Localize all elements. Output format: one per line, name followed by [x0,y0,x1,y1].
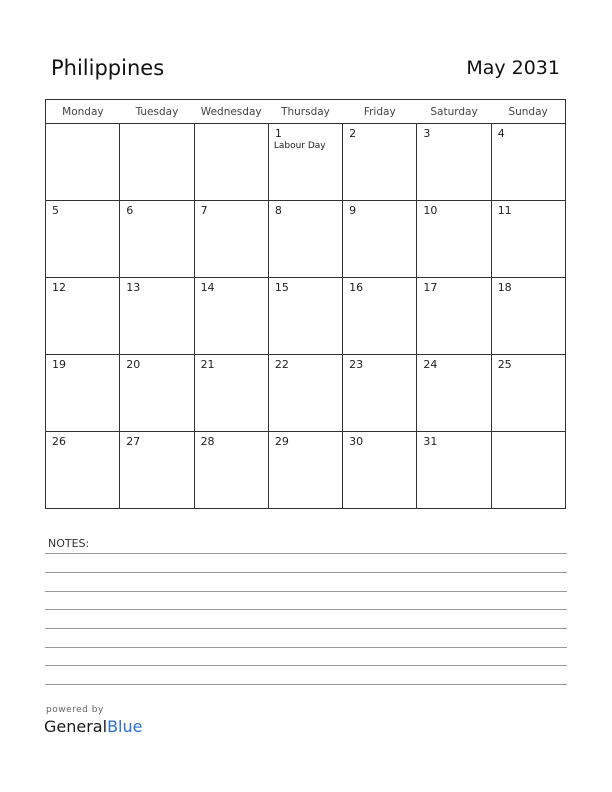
day-cell [46,432,120,509]
week-row [46,124,566,201]
notes-label: NOTES: [48,537,90,550]
calendar-grid [45,99,566,509]
day-cell [194,124,268,201]
day-number: 26 [52,435,66,448]
generalblue-logo [44,717,142,736]
week-row [46,278,566,355]
day-number: 19 [52,358,66,371]
day-cell [417,201,491,278]
day-number: 27 [126,435,141,448]
day-number: 4 [497,127,505,140]
day-cell [343,355,417,432]
day-number: 29 [274,435,289,448]
day-cell [491,124,565,201]
brand-blue-text: Blue [107,717,143,736]
weekday-header: Wednesday [194,100,268,124]
note-line [45,609,567,610]
day-number [195,124,268,127]
day-number: 24 [423,358,438,371]
country-title: Philippines [51,56,165,80]
day-cell [343,201,417,278]
weekday-header: Sunday [491,100,565,124]
day-number: 9 [349,204,357,217]
day-cell [417,124,491,201]
day-number: 3 [423,127,431,140]
day-number [120,124,193,127]
day-cell [268,355,342,432]
week-row [46,432,566,509]
weekday-header: Thursday [268,100,342,124]
day-number [492,432,565,435]
brand-general-text: General [44,717,108,736]
day-cell [343,124,417,201]
day-number: 20 [126,358,141,371]
day-number: 2 [349,127,357,140]
day-number: 31 [423,435,438,448]
day-cell [343,278,417,355]
day-cell [268,278,342,355]
day-number: 15 [274,281,289,294]
weekday-header: Saturday [417,100,491,124]
day-number: 8 [274,204,282,217]
day-number: 22 [274,358,289,371]
day-number: 23 [349,358,364,371]
day-cell [46,355,120,432]
day-cell [194,355,268,432]
note-line [45,572,567,573]
note-line [45,665,567,666]
day-cell [194,432,268,509]
note-line [45,553,567,554]
day-number: 30 [349,435,364,448]
day-cell [120,432,194,509]
day-cell [268,432,342,509]
day-cell [268,201,342,278]
day-number: 21 [200,358,215,371]
week-row [46,201,566,278]
note-line [45,647,567,648]
day-cell [46,201,120,278]
day-number: 25 [497,358,512,371]
day-cell [417,278,491,355]
day-number: 11 [497,204,512,217]
month-year-title: May 2031 [466,57,560,79]
day-number: 10 [423,204,438,217]
day-cell [46,124,120,201]
weekday-header: Monday [46,100,120,124]
day-number: 14 [200,281,215,294]
day-number: 6 [126,204,134,217]
holiday-label: Labour Day [273,141,326,151]
note-line [45,628,567,629]
day-cell [491,355,565,432]
day-cell [120,355,194,432]
day-number: 17 [423,281,438,294]
day-cell [268,124,342,201]
note-line [45,684,567,685]
day-cell [194,201,268,278]
day-cell [491,432,565,509]
weekday-header-row [46,100,566,124]
note-line [45,591,567,592]
day-number: 13 [126,281,141,294]
day-cell [417,355,491,432]
day-cell [491,201,565,278]
day-number: 5 [52,204,59,217]
day-number: 16 [349,281,364,294]
day-cell [46,278,120,355]
day-number [46,124,119,127]
week-row [46,355,566,432]
day-cell [120,201,194,278]
day-number: 18 [497,281,512,294]
powered-by-text: powered by [46,705,104,715]
day-cell [194,278,268,355]
weekday-header: Friday [343,100,417,124]
day-number: 1 [274,127,282,140]
day-number: 12 [52,281,66,294]
day-cell [417,432,491,509]
day-number: 28 [200,435,215,448]
weekday-header: Tuesday [120,100,194,124]
day-cell [343,432,417,509]
day-cell [120,278,194,355]
day-cell [120,124,194,201]
day-cell [491,278,565,355]
day-number: 7 [200,204,208,217]
